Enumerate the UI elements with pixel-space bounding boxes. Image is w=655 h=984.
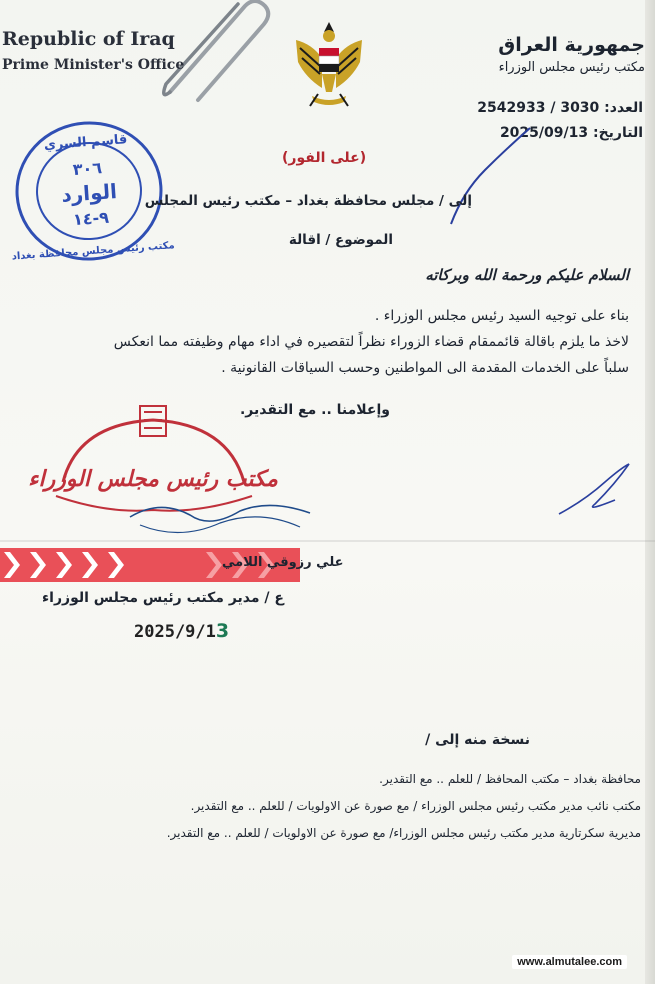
arabic-country-title: جمهورية العراق <box>498 34 645 56</box>
pen-stroke-mark <box>445 120 535 230</box>
arabic-office-subtitle: مكتب رئيس مجلس الوزراء <box>498 60 645 75</box>
stamp-blue-label: الوارد <box>60 179 118 207</box>
copies-list <box>21 766 641 847</box>
red-seal-text: مكتب رئيس مجلس الوزراء <box>28 466 278 492</box>
reference-number: العدد: 3030 / 2542933 <box>477 100 643 116</box>
signature-date-printed: 2025/9/1 <box>134 622 216 642</box>
signatory-title: ع / مدير مكتب رئيس مجلس الوزراء <box>42 590 284 606</box>
subject-line: الموضوع / اقالة <box>288 232 393 248</box>
stamp-blue-ring-text: مكتب رئيس مجلس محافظة بغداد <box>11 240 176 263</box>
pen-scribble-mark <box>555 460 635 520</box>
handwritten-signature-icon <box>120 495 320 545</box>
incoming-stamp-blue <box>11 116 176 266</box>
stamp-blue-top-text: قاسم السري <box>43 132 128 154</box>
signature-date <box>134 620 229 642</box>
paper-edge <box>645 0 655 984</box>
stamp-blue-number: ٣٠٦ <box>72 158 103 180</box>
closing-line: وإعلامنا .. مع التقدير. <box>239 402 390 418</box>
english-office-subtitle: Prime Minister's Office <box>2 57 185 73</box>
letter-body <box>19 303 629 381</box>
copy-item: محافظة بغداد – مكتب المحافظ / للعلم .. مع التقدير. <box>379 772 641 786</box>
letter-date: التاريخ: 2025/09/13 <box>499 125 643 141</box>
stamp-blue-date: ٩-١٤ <box>72 207 110 230</box>
paper-fold-line <box>0 540 655 542</box>
eagle-emblem-icon <box>292 18 366 108</box>
recipient-line: إلى / مجلس محافظة بغداد – مكتب رئيس المجلس <box>144 193 472 209</box>
paperclip-icon <box>150 0 275 100</box>
copies-heading: نسخة منه إلى / <box>425 732 530 748</box>
body-line-2: لاخذ ما يلزم باقالة قائممقام قضاء الزوراء نظراً لتقصيره في اداء مهام وظيفته مما انعكس <box>113 334 629 350</box>
english-country-title: Republic of Iraq <box>2 28 175 50</box>
signatory-name: علي رزوقي اللامي <box>222 555 344 570</box>
copy-item: مديرية سكرتارية مدير مكتب رئيس مجلس الوزراء/ مع صورة عن الاولويات / للعلم .. مع التقدير. <box>166 826 641 840</box>
urgency-label: (على الفور) <box>282 150 367 166</box>
greeting-line: السلام عليكم ورحمة الله وبركاته <box>425 266 629 284</box>
source-watermark: www.almutalee.com <box>512 955 627 969</box>
body-line-1: بناء على توجيه السيد رئيس مجلس الوزراء . <box>374 308 629 324</box>
signature-date-handwritten: 3 <box>215 620 230 642</box>
copy-item: مكتب نائب مدير مكتب رئيس مجلس الوزراء / مع صورة عن الاولويات / للعلم .. مع التقدير. <box>190 799 641 813</box>
body-line-3: سلباً على الخدمات المقدمة الى المواطنين وحسب السياقات القانونية . <box>221 360 629 376</box>
